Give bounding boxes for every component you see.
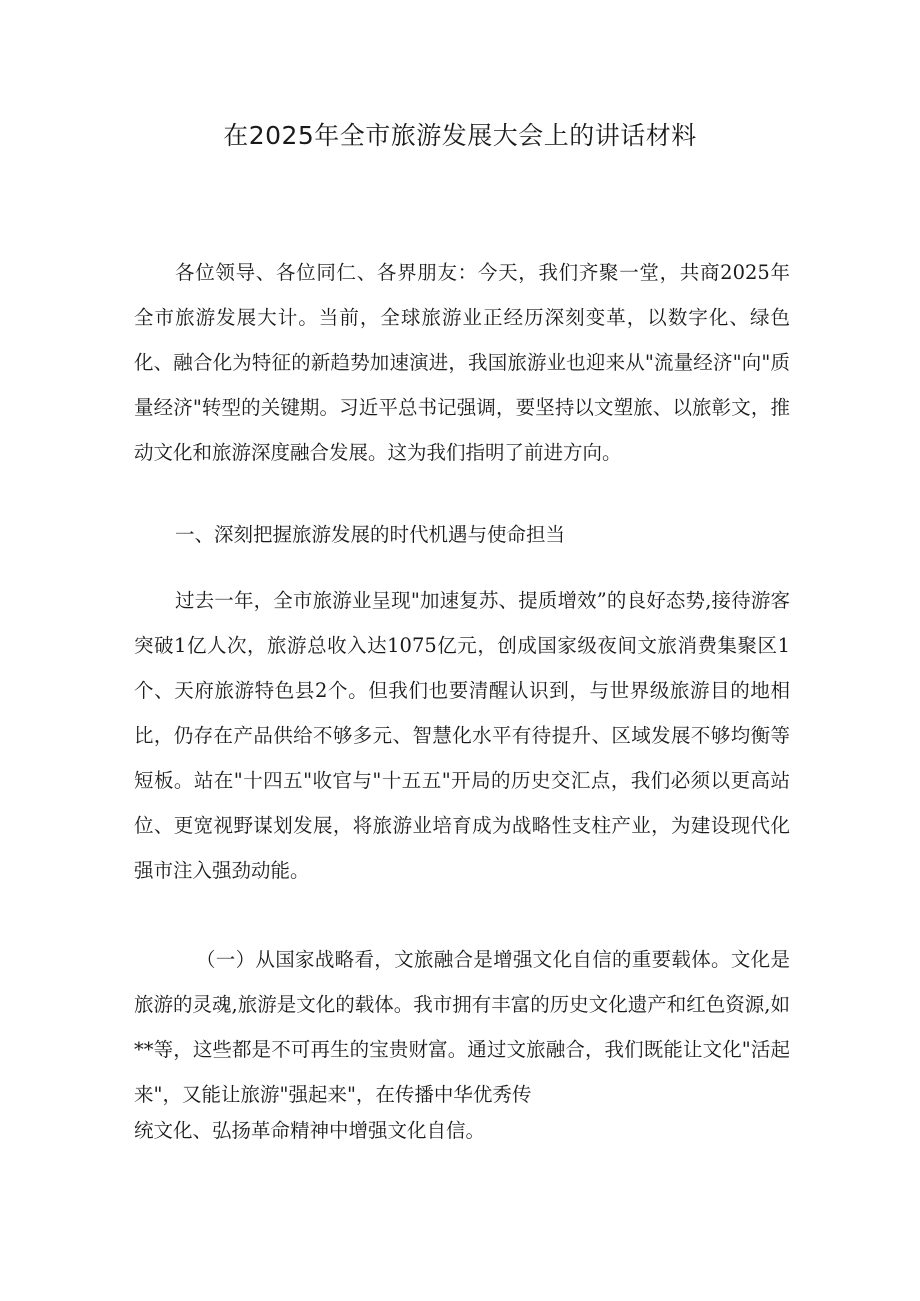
document-title: 在2025年全市旅游发展大会上的讲话材料	[223, 121, 697, 150]
paragraph-intro: 各位领导、各位同仁、各界朋友：今天，我们齐聚一堂，共商2025年全市旅游发展大计。当前，全球旅游业正经历深刻变革，以数字化、绿色化、融合化为特征的新趋势加速演进，我国旅游业也迎来从"流量经济"向"质量经济"转型的关键期。习近平总书记强调，要坚持以文塑旅、以旅彰文，推动文化和旅游深度融合发展。这为我们指明了前进方向。	[134, 261, 790, 464]
paragraph-review: 过去一年，全市旅游业呈现"加速复苏、提质增效”的良好态势,接待游客突破1亿人次，旅游总收入达1075亿元，创成国家级夜间文旅消费集聚区1个、天府旅游特色县2个。但我们也要清醒认识到，与世界级旅游目的地相比，仍存在产品供给不够多元、智慧化水平有待提升、区域发展不够均衡等短板。站在"十四五"收官与"十五五"开局的历史交汇点，我们必须以更高站位、更宽视野谋划发展，将旅游业培育成为战略性支柱产业，为建设现代化强市注入强劲动能。	[134, 589, 790, 882]
paragraph-continuation: 统文化、弘扬革命精神中增强文化自信。	[134, 1119, 486, 1142]
paragraph-subsection-1: （一）从国家战略看，文旅融合是增强文化自信的重要载体。文化是旅游的灵魂,旅游是文化的载体。我市拥有丰富的历史文化遗产和红色资源,如**等，这些都是不可再生的宝贵财富。通过文旅融合，我们既能让文化"活起来"，又能让旅游"强起来"，在传播中华优秀传	[134, 948, 790, 1106]
section-heading-1: 一、深刻把握旅游发展的时代机遇与使命担当	[175, 523, 566, 546]
